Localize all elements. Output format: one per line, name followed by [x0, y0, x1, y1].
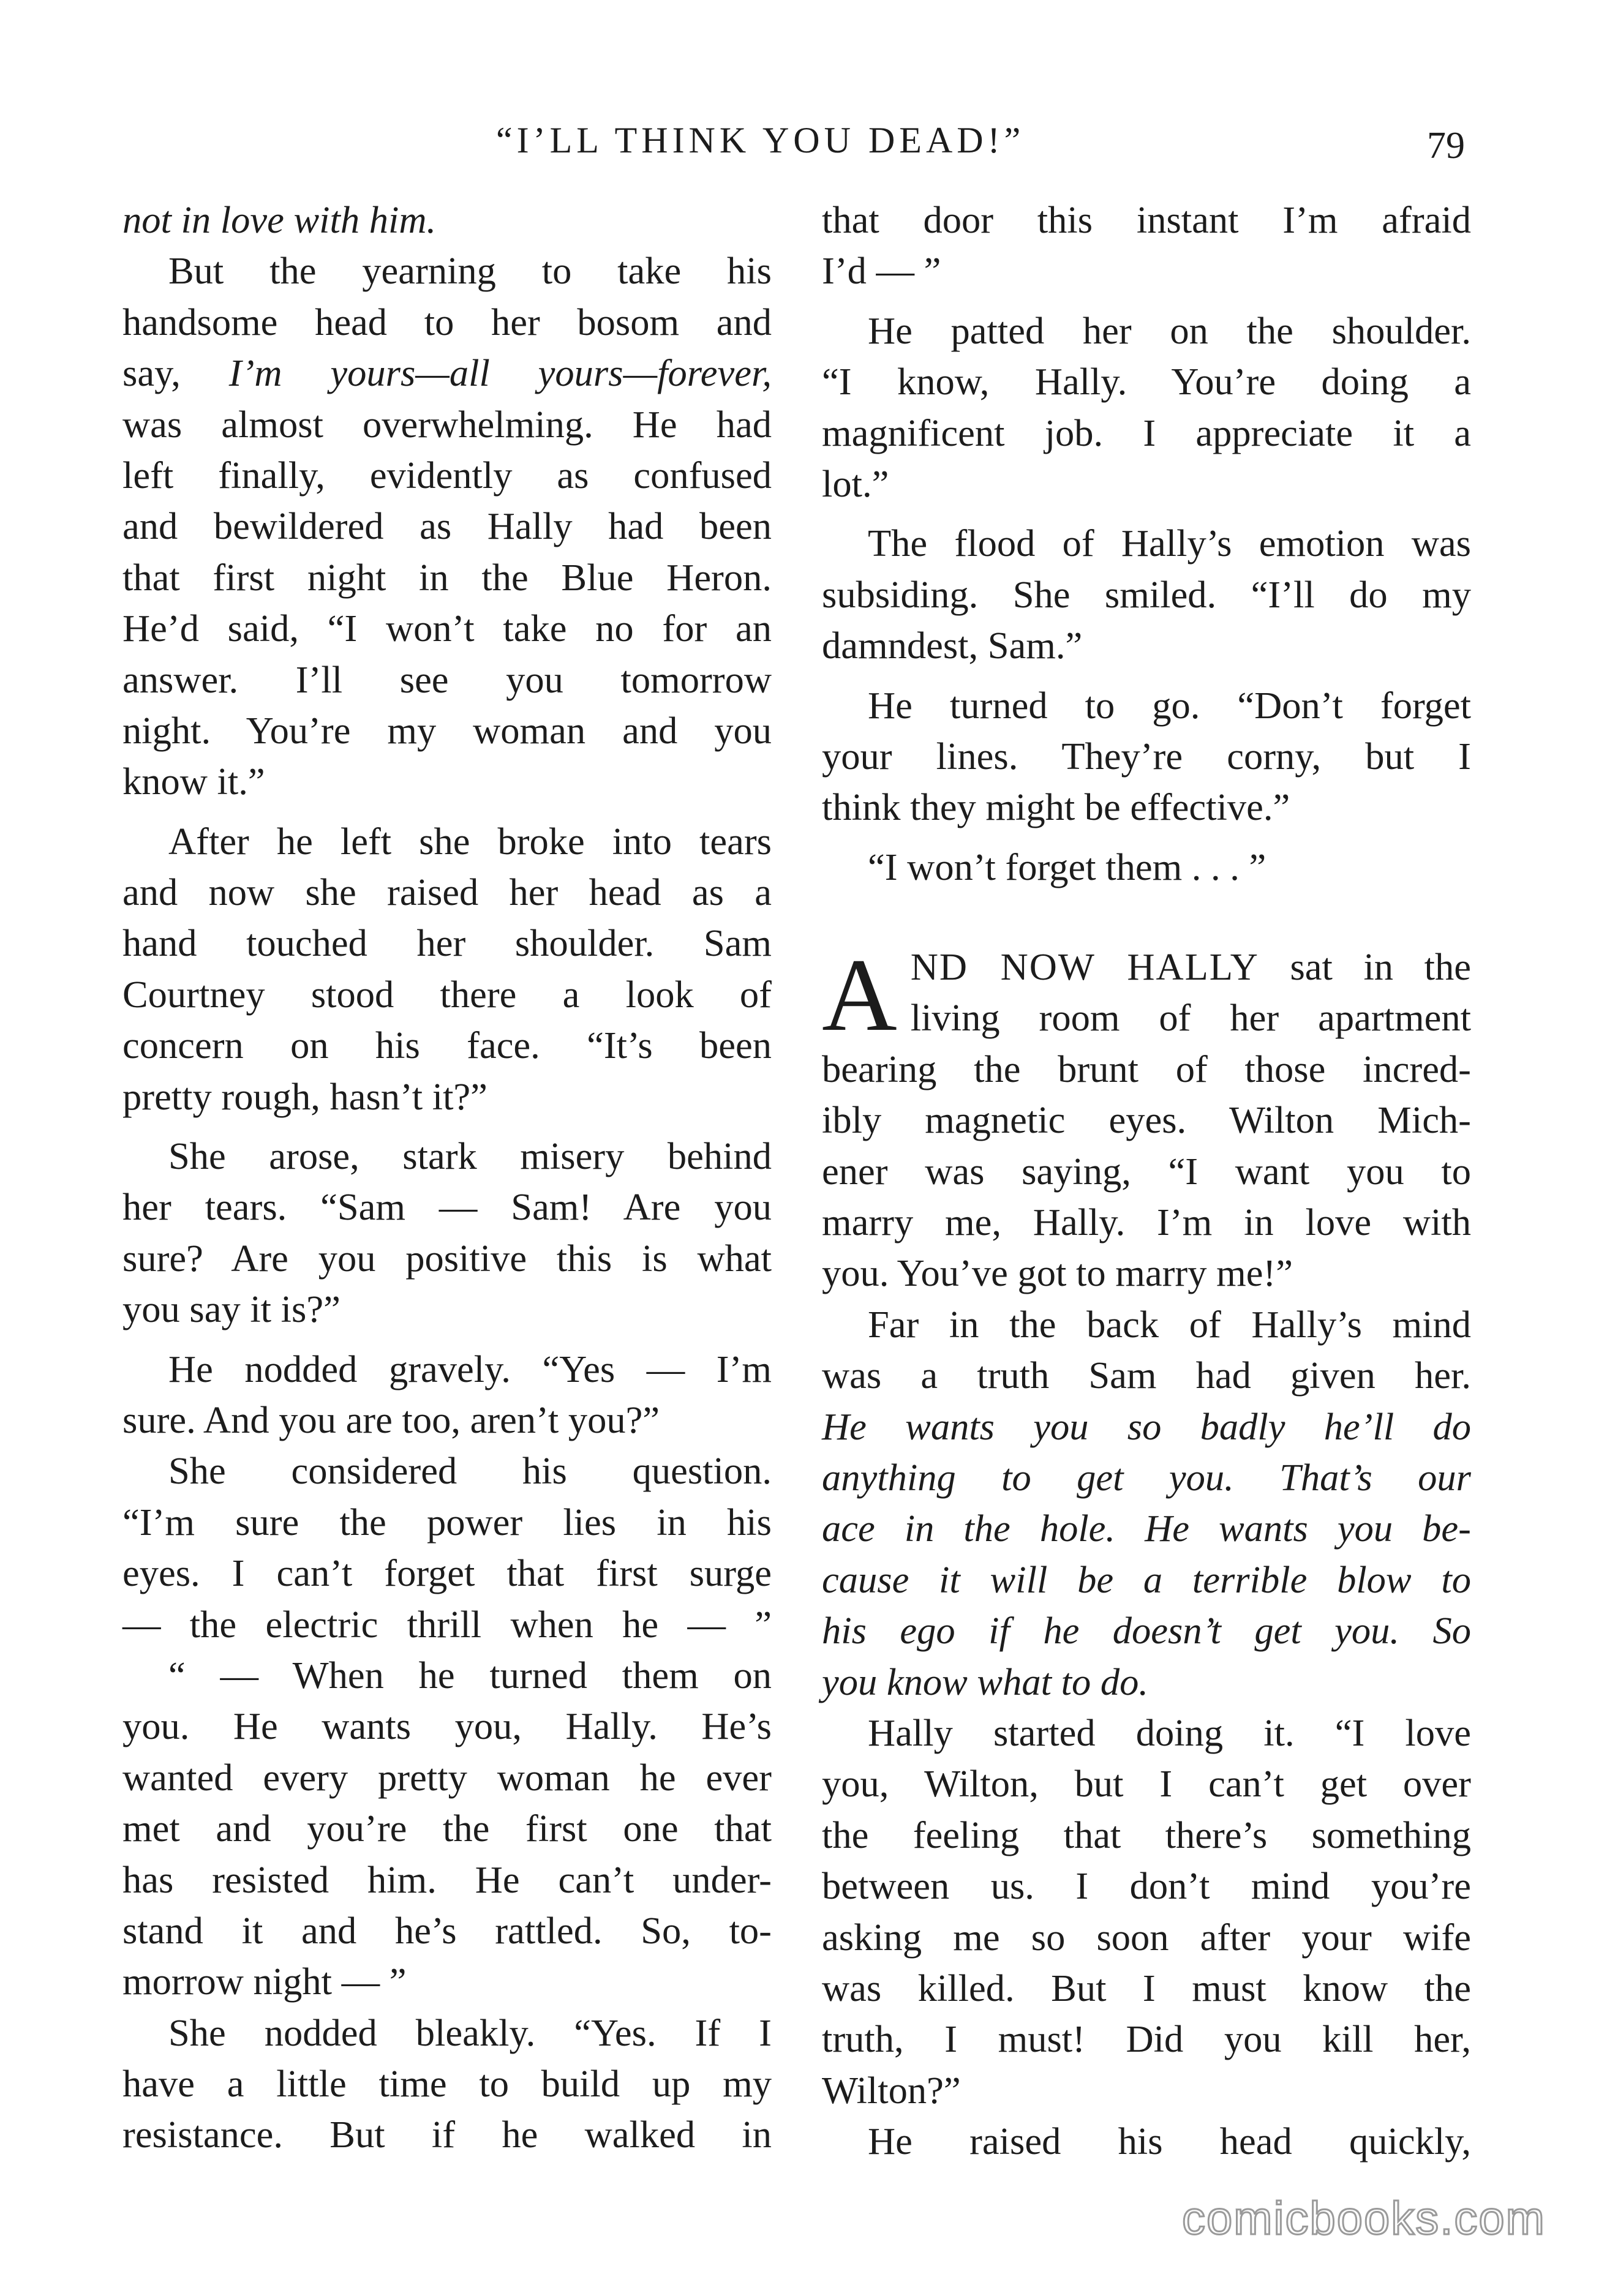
- text-line: She nodded bleakly. “Yes. If I: [168, 2011, 772, 2054]
- text-line: sure? Are you positive this is what: [122, 1236, 772, 1280]
- text-line: Courtney stood there a look of: [122, 972, 772, 1016]
- text-line: has resisted him. He can’t under-: [122, 1858, 772, 1901]
- text-line: bearing the brunt of those incred-: [822, 1047, 1471, 1090]
- text-line: magnificent job. I appreciate it a: [822, 411, 1471, 454]
- text-line: wanted every pretty woman he ever: [122, 1755, 772, 1799]
- text-line: his ego if he doesn’t get you. So: [822, 1609, 1471, 1653]
- text-line: marry me, Hally. I’m in love with: [822, 1201, 1471, 1244]
- text-line: met and you’re the first one that: [122, 1807, 772, 1850]
- text-line: answer. I’ll see you tomorrow: [122, 658, 772, 701]
- text-line: was almost overwhelming. He had: [122, 402, 772, 446]
- text-line: pretty rough, hasn’t it?”: [122, 1075, 487, 1118]
- drop-cap: A: [822, 937, 897, 1053]
- text-line: damndest, Sam.”: [822, 624, 1083, 667]
- text-line: morrow night — ”: [122, 1960, 407, 2003]
- text-line: He patted her on the shoulder.: [868, 309, 1471, 352]
- text-line: handsome head to her bosom and: [122, 300, 772, 343]
- running-title: “I’LL THINK YOU DEAD!”: [496, 120, 1025, 160]
- text-line: anything to get you. That’s our: [822, 1455, 1471, 1499]
- text-line: ace in the hole. He wants you be-: [822, 1507, 1471, 1550]
- text-line: subsiding. She smiled. “I’ll do my: [822, 572, 1471, 616]
- text-line: not in love with him.: [122, 198, 437, 241]
- text-fragment: sat in the: [1259, 945, 1471, 989]
- small-caps-lead: ND NOW HALLY: [910, 945, 1259, 989]
- text-line: lot.”: [822, 462, 889, 505]
- text-line: was a truth Sam had given her.: [822, 1354, 1471, 1397]
- text-line: hand touched her shoulder. Sam: [122, 921, 772, 965]
- text-line: I’d — ”: [822, 249, 941, 293]
- text-line: the feeling that there’s something: [822, 1813, 1471, 1856]
- right-column: [822, 195, 1471, 2167]
- section-break: [822, 893, 1471, 942]
- text-line: your lines. They’re corny, but I: [822, 734, 1471, 778]
- watermark-logo: comicbooks.com: [1182, 2193, 1546, 2245]
- text-line: “I’m sure the power lies in his: [122, 1500, 772, 1544]
- text-fragment: say,: [122, 351, 229, 395]
- text-line: He nodded gravely. “Yes — I’m: [168, 1347, 772, 1390]
- text-line: asking me so soon after your wife: [822, 1915, 1471, 1959]
- text-line: The flood of Hally’s emotion was: [868, 522, 1471, 565]
- italic-fragment: I’m yours—all yours—forever,: [228, 351, 772, 395]
- text-line: cause it will be a terrible blow to: [822, 1558, 1471, 1601]
- text-line: and bewildered as Hally had been: [122, 505, 772, 548]
- text-line: ener was saying, “I want you to: [822, 1149, 1471, 1193]
- text-line: “I won’t forget them . . . ”: [868, 845, 1266, 888]
- text-line: resistance. But if he walked in: [122, 2113, 772, 2156]
- text-line: living room of her apartment: [910, 996, 1471, 1040]
- text-line: stand it and he’s rattled. So, to-: [122, 1908, 772, 1952]
- text-line: She considered his question.: [168, 1449, 772, 1493]
- text-line: Far in the back of Hally’s mind: [868, 1302, 1471, 1346]
- text-line: He turned to go. “Don’t forget: [868, 683, 1471, 727]
- text-line: know it.”: [122, 760, 265, 803]
- text-line: “ — When he turned them on: [168, 1653, 772, 1697]
- text-line: He raised his head quickly,: [868, 2120, 1471, 2163]
- text-line: Hally started doing it. “I love: [868, 1711, 1471, 1754]
- text-line: Wilton?”: [822, 2068, 961, 2112]
- text-line: [122, 348, 772, 399]
- text-line: that door this instant I’m afraid: [822, 198, 1471, 241]
- text-line: But the yearning to take his: [168, 249, 772, 293]
- text-line: [822, 942, 1471, 992]
- text-line: was killed. But I must know the: [822, 1966, 1471, 2009]
- text-line: After he left she broke into tears: [168, 819, 772, 863]
- page-header: [0, 119, 1607, 168]
- text-line: you. He wants you, Hally. He’s: [122, 1705, 772, 1748]
- text-line: sure. And you are too, aren’t you?”: [122, 1398, 660, 1441]
- text-line: — the electric thrill when he — ”: [122, 1602, 772, 1646]
- text-line: and now she raised her head as a: [122, 871, 772, 914]
- text-line: her tears. “Sam — Sam! Are you: [122, 1185, 772, 1229]
- text-line: He wants you so badly he’ll do: [822, 1405, 1471, 1448]
- left-column: [122, 195, 772, 2161]
- text-line: that first night in the Blue Heron.: [122, 555, 772, 599]
- text-line: truth, I must! Did you kill her,: [822, 2017, 1471, 2061]
- text-line: He’d said, “I won’t take no for an: [122, 607, 772, 650]
- text-line: She arose, stark misery behind: [168, 1135, 772, 1178]
- text-line: you, Wilton, but I can’t get over: [822, 1762, 1471, 1806]
- text-line: between us. I don’t mind you’re: [822, 1864, 1471, 1908]
- text-line: left finally, evidently as confused: [122, 453, 772, 497]
- text-line: you. You’ve got to marry me!”: [822, 1251, 1293, 1295]
- text-line: have a little time to build up my: [122, 2062, 772, 2106]
- text-line: think they might be effective.”: [822, 786, 1290, 829]
- text-line: night. You’re my woman and you: [122, 708, 772, 752]
- text-line: concern on his face. “It’s been: [122, 1024, 772, 1067]
- text-line: ibly magnetic eyes. Wilton Mich-: [822, 1098, 1471, 1142]
- text-line: “I know, Hally. You’re doing a: [822, 360, 1471, 403]
- text-line: you say it is?”: [122, 1288, 341, 1331]
- text-line: eyes. I can’t forget that first surge: [122, 1551, 772, 1595]
- text-line: you know what to do.: [822, 1660, 1148, 1703]
- page-number: 79: [1427, 125, 1465, 167]
